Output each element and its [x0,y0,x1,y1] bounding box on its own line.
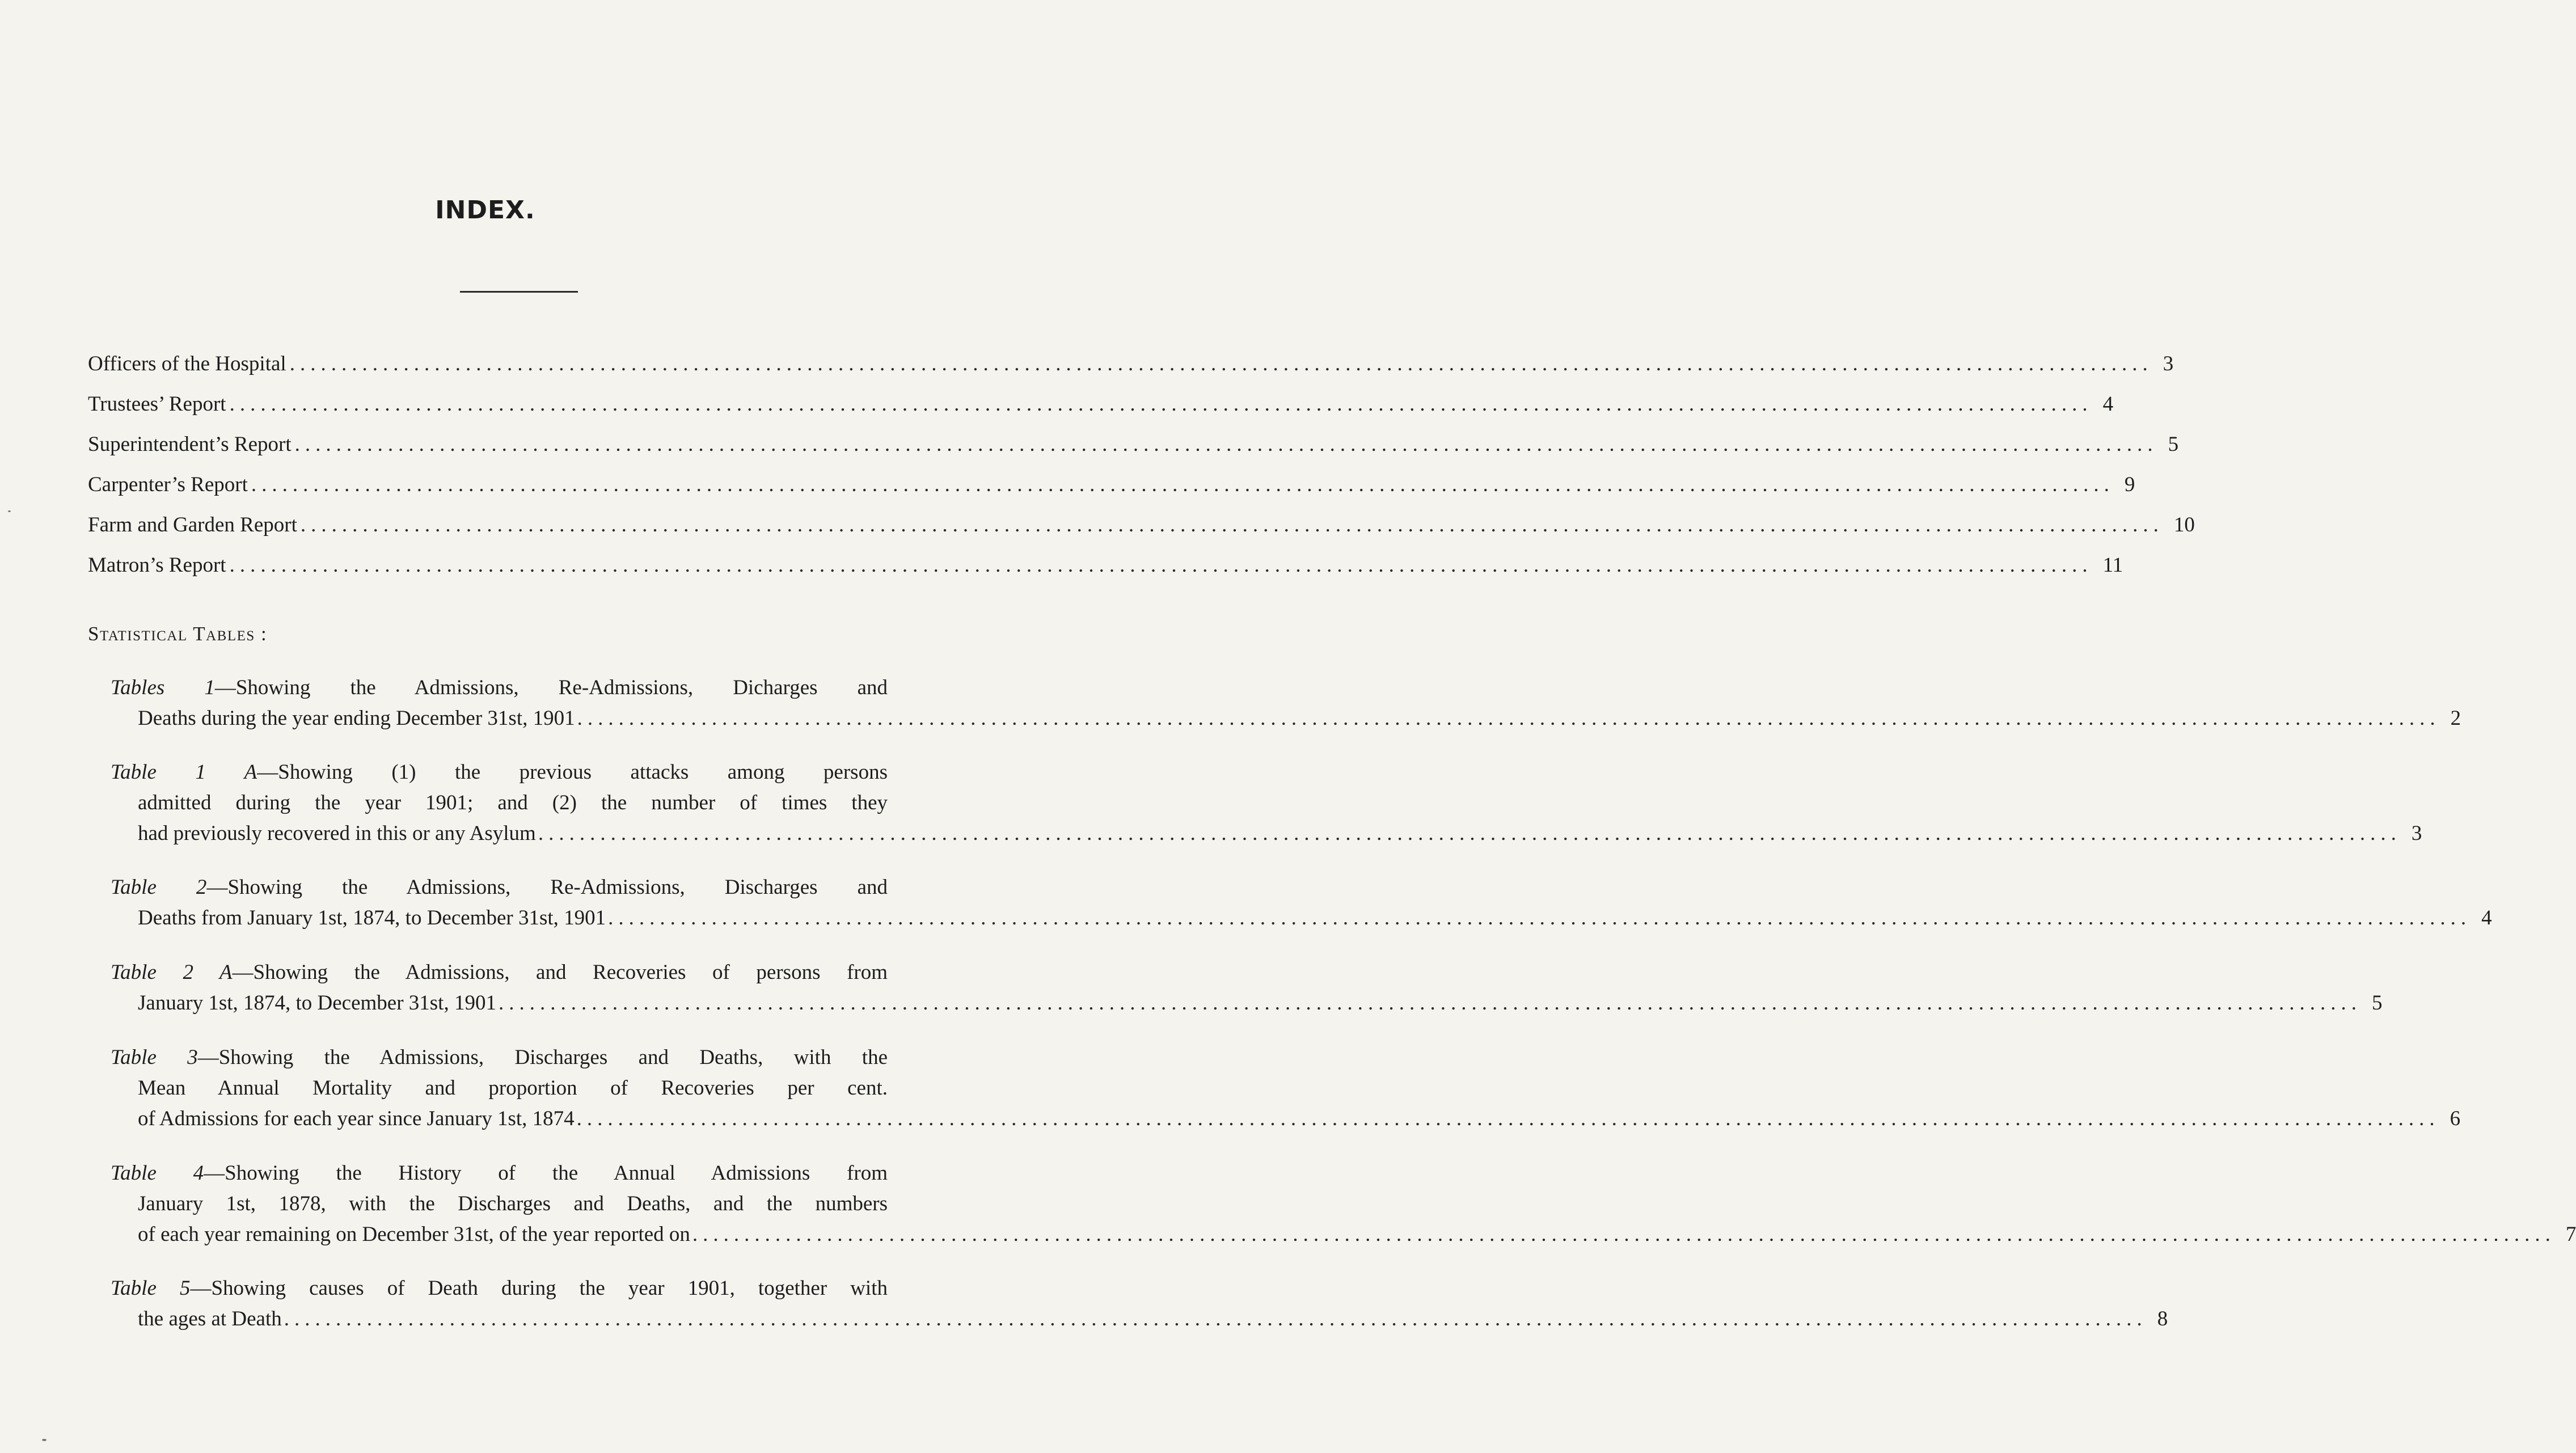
page-title: INDEX. [435,196,535,225]
table-reference: Tables 1 [111,676,215,699]
table-entry [111,673,2461,734]
table-entry [111,872,2492,934]
entry-line [111,818,2422,849]
entry-line [111,957,941,988]
entry-text: —Showing the Admissions, Discharges and Deaths, with the [197,1046,888,1069]
dot-leader: .................................................................................................................................................................................... [577,707,2440,730]
toc-item [88,390,2114,419]
toc-item [88,551,2123,580]
entry-line [111,903,2492,934]
dot-leader: .................................................................................................................................................................................... [498,991,2362,1015]
entry-line [111,673,941,703]
dot-leader: .................................................................................................................................................................................... [229,554,2093,577]
dot-leader: .................................................................................................................................................................................... [229,392,2093,416]
table-reference: Table 5 [111,1277,191,1300]
toc-label: Officers of the Hospital [88,352,286,375]
paper-speck [42,1439,47,1441]
table-reference: Table 2 [111,876,207,899]
dot-leader: .................................................................................................................................................................................... [300,513,2164,537]
entry-text: Deaths from January 1st, 1874, to December 31st, 1901 [138,906,606,930]
toc-page-number: 11 [2102,554,2123,577]
entry-line [111,1104,2461,1134]
entry-line [111,1158,941,1189]
entry-page-number: 8 [2157,1307,2168,1330]
toc-item [88,350,2174,378]
entry-page-number: 3 [2411,822,2422,845]
entry-text: —Showing the Admissions, and Recoveries of persons from [232,961,888,984]
entry-text: Deaths during the year ending December 31st, 1901 [138,707,575,730]
toc-label: Farm and Garden Report [88,513,297,537]
dot-leader: .................................................................................................................................................................................... [289,352,2153,375]
paper-speck [8,510,11,512]
entry-line [111,1304,2168,1334]
toc-label: Superintendent’s Report [88,433,292,456]
entry-text: —Showing the Admissions, Re-Admissions, Discharges and [206,876,888,899]
toc-label: Matron’s Report [88,554,226,577]
entry-text: the ages at Death [138,1307,282,1330]
toc-label: Carpenter’s Report [88,473,248,496]
entry-line [111,703,2461,734]
entry-text: —Showing (1) the previous attacks among persons [257,761,888,784]
dot-leader: .................................................................................................................................................................................... [294,433,2158,456]
entry-text: had previously recovered in this or any Asylum [138,822,536,845]
dot-leader: .................................................................................................................................................................................... [692,1223,2556,1246]
entry-line [111,872,941,903]
table-reference: Table 2 A [111,961,233,984]
entry-line [111,1273,941,1304]
entry-page-number: 2 [2450,707,2461,730]
table-reference: Table 4 [111,1161,204,1185]
entry-line [111,988,2383,1019]
entry-text: of each year remaining on December 31st, of the year reported on [138,1223,690,1246]
table-entry [111,757,2422,849]
section-heading: Statistical Tables : [88,623,268,645]
entry-text: of Admissions for each year since January 1st, 1874 [138,1107,575,1130]
entry-page-number: 6 [2450,1107,2461,1130]
entry-page-number: 4 [2481,906,2492,930]
entry-line: Mean Annual Mortality and proportion of Recoveries per cent. [138,1076,888,1100]
entry-text: —Showing causes of Death during the year 1901, together with [190,1277,888,1300]
toc-page-number: 10 [2173,513,2195,537]
toc-page-number: 5 [2168,433,2179,456]
toc-item [88,430,2179,459]
toc-label: Trustees’ Report [88,392,226,416]
table-entry [111,1158,2576,1250]
dot-leader: .................................................................................................................................................................................... [284,1307,2147,1330]
title-rule [460,291,578,293]
table-entry [111,1273,2168,1334]
toc-page-number: 3 [2163,352,2174,375]
dot-leader: .................................................................................................................................................................................... [608,906,2472,930]
dot-leader: .................................................................................................................................................................................... [576,1107,2440,1130]
entry-page-number: 5 [2371,991,2383,1015]
entry-line: January 1st, 1878, with the Discharges and Deaths, and the numbers [138,1192,888,1215]
toc-page-number: 9 [2124,473,2135,496]
entry-line [111,1042,941,1073]
table-reference: Table 3 [111,1046,198,1069]
entry-text: —Showing the Admissions, Re-Admissions, Dicharges and [214,676,888,699]
table-reference: Table 1 A [111,761,257,784]
toc-page-number: 4 [2102,392,2114,416]
dot-leader: .................................................................................................................................................................................... [538,822,2401,845]
entry-text: —Showing the History of the Annual Admissions from [204,1161,888,1185]
table-entry [111,1042,2461,1134]
entry-line [111,757,941,788]
entry-page-number: 7 [2565,1223,2576,1246]
dot-leader: .................................................................................................................................................................................... [251,473,2114,496]
entry-line: admitted during the year 1901; and (2) the number of times they [138,791,888,814]
entry-text: January 1st, 1874, to December 31st, 1901 [138,991,496,1015]
table-entry [111,957,2383,1019]
toc-item [88,471,2135,499]
toc-item [88,511,2195,539]
entry-line [111,1219,2576,1250]
